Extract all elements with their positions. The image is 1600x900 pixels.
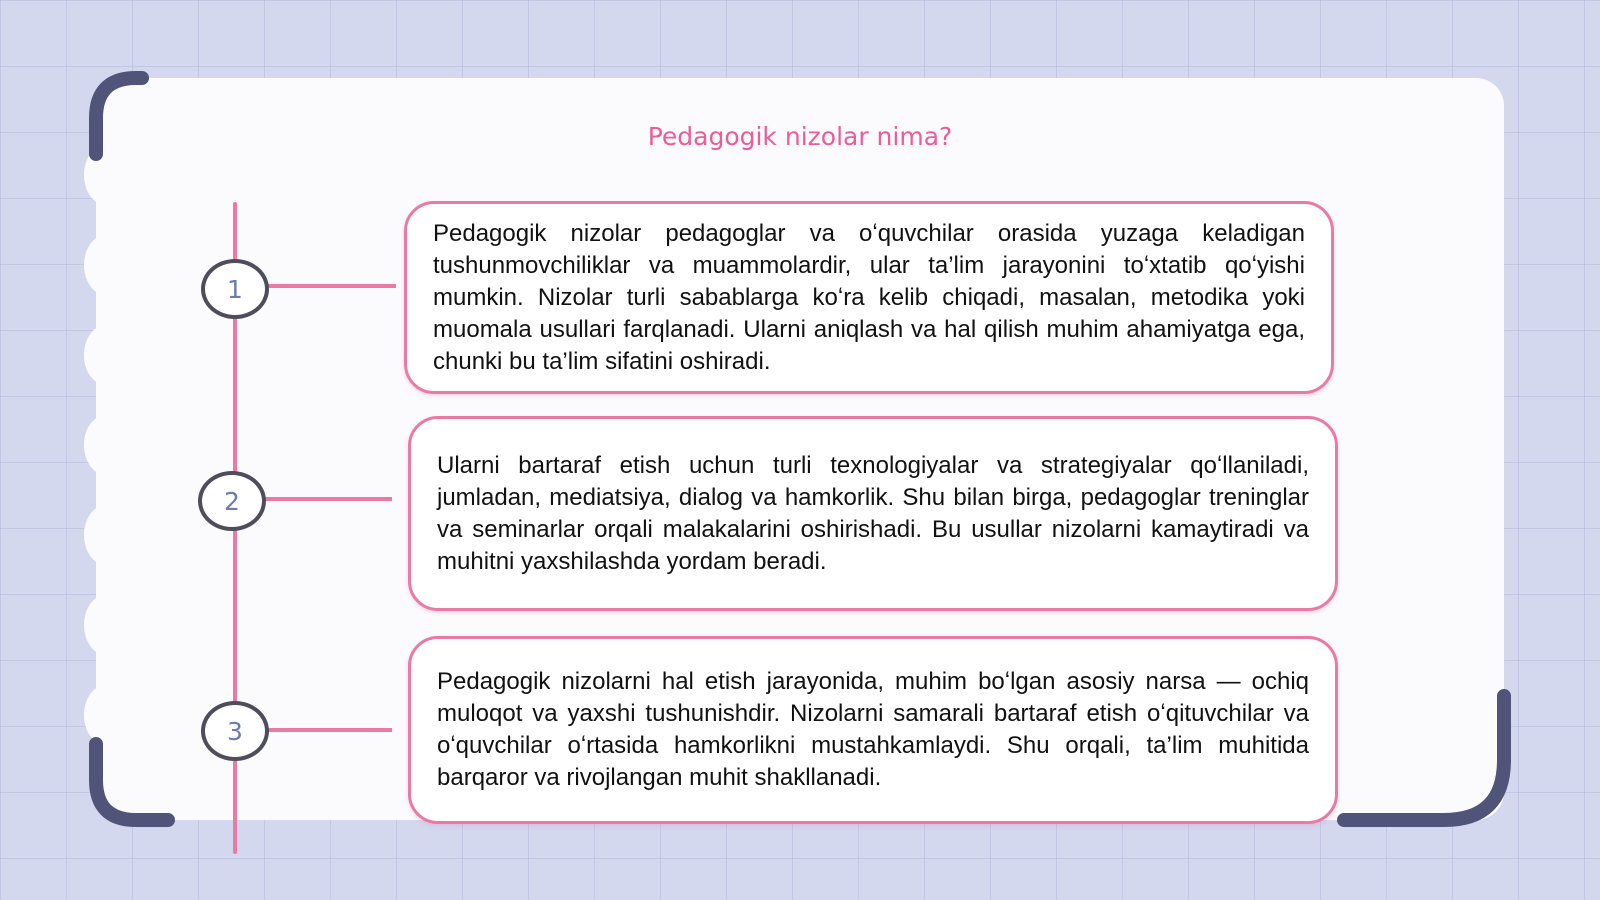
slide-title: Pedagogik nizolar nima? (647, 122, 953, 151)
timeline-connector-3 (266, 728, 392, 732)
timeline-card-2 (408, 416, 1338, 611)
card-text-2: Ularni bartaraf etish uchun turli texnologiyalar va strategiyalar qoʻllaniladi, jumladan, mediatsiya, dialog va hamkorlik. Shu bilan birga, pedagoglar treninglar va seminarlar orqali malakalarini oshirishadi. Bu usullar nizolarni kamaytiradi va muhitni yaxshilashda yordam beradi. (437, 451, 1309, 575)
timeline-node-3: 3 (201, 701, 269, 761)
paper-scallop (84, 415, 128, 475)
paper-scallop (84, 505, 128, 565)
timeline-connector-2 (262, 497, 392, 501)
timeline-node-2: 2 (198, 471, 266, 531)
timeline-card-1 (404, 201, 1334, 394)
card-text-1: Pedagogik nizolar pedagoglar va oʻquvchilar orasida yuzaga keladigan tushunmovchiliklar va muammolardir, ular ta’lim jarayonini toʻxtatib qoʻyishi mumkin. Nizolar turli sabablarga koʻra kelib chiqadi, masalan, metodika yoki muomala usullari farqlanadi. Ularni aniqlash va hal qilish muhim ahamiyatga ega, chunki bu ta’lim sifatini oshiradi. (433, 219, 1305, 375)
card-text-3: Pedagogik nizolarni hal etish jarayonida, muhim boʻlgan asosiy narsa — ochiq muloqot va yaxshi tushunishdir. Nizolarni samarali bartaraf etish oʻqituvchilar va oʻquvchilar oʻrtasida hamkorlikni mustahkamlaydi. Shu orqali, ta’lim muhitida barqaror va rivojlangan muhit shakllanadi. (437, 668, 1309, 791)
paper-scallop (84, 595, 128, 655)
frame-corner-bottom-right (1332, 684, 1516, 832)
timeline-connector-1 (266, 284, 396, 288)
timeline-card-3 (408, 636, 1338, 824)
paper-scallop (84, 235, 128, 295)
paper-scallop (84, 325, 128, 385)
timeline-node-1: 1 (201, 259, 269, 319)
frame-corner-bottom-left (84, 736, 180, 832)
